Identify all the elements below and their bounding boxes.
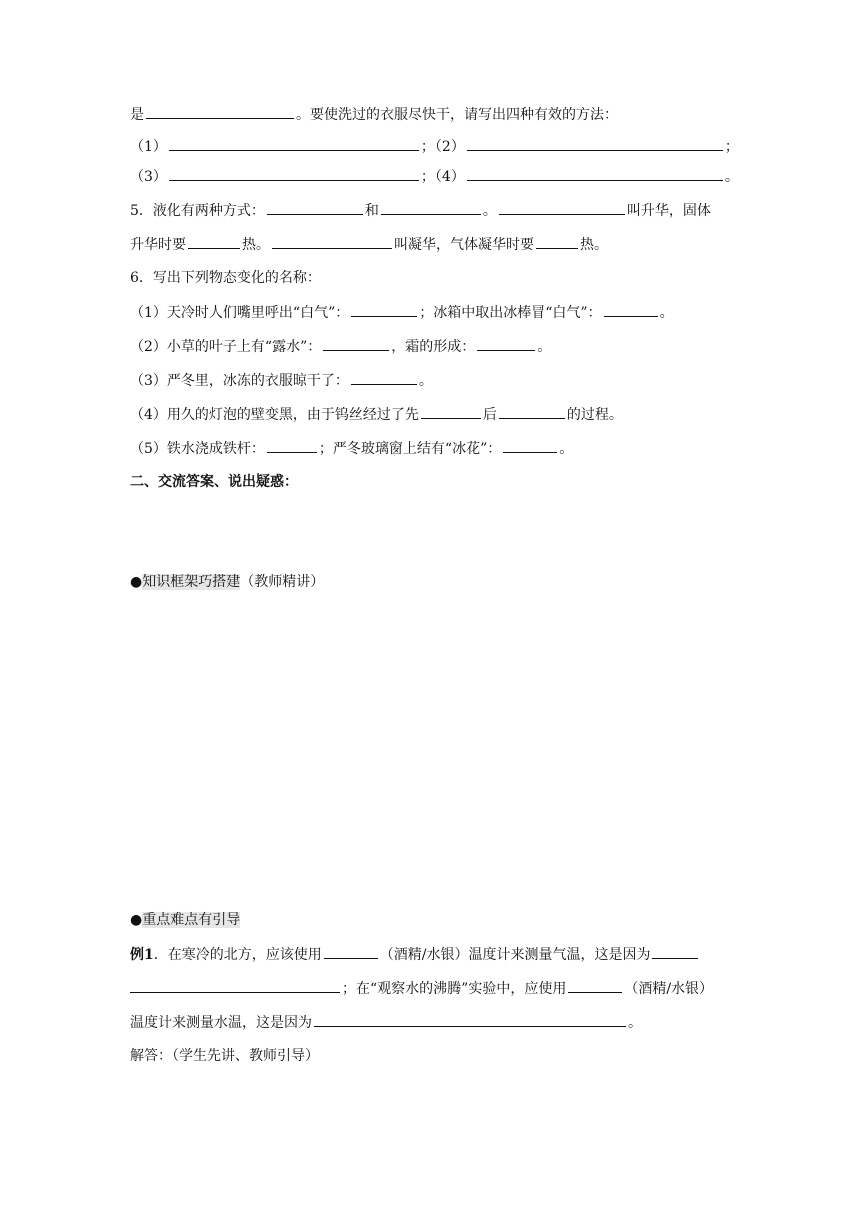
answer-blank[interactable] — [267, 438, 317, 453]
framework-heading — [130, 572, 730, 592]
text: ；（4） — [420, 169, 465, 185]
answer-blank[interactable] — [146, 104, 294, 119]
text: ；（2） — [420, 139, 465, 155]
answer-blank[interactable] — [499, 200, 625, 215]
text: 后 — [482, 407, 497, 423]
answer-blank[interactable] — [351, 302, 417, 317]
text: 的过程。 — [566, 407, 623, 423]
answer-blank[interactable] — [272, 234, 392, 249]
answer-blank[interactable] — [381, 200, 481, 215]
text: 和 — [364, 203, 379, 219]
framework-note: （教师精讲） — [240, 574, 325, 590]
answer-blank[interactable] — [568, 978, 622, 993]
answer-blank[interactable] — [351, 370, 417, 385]
text: （3） — [130, 169, 167, 185]
text: 。 — [537, 339, 552, 355]
answer-blank[interactable] — [421, 404, 481, 419]
text: 。 — [482, 203, 497, 219]
answer-blank[interactable] — [467, 166, 723, 181]
text: ；冰箱中取出冰棒冒“白气”： — [419, 305, 602, 321]
text: 叫升华，固体 — [626, 203, 711, 219]
bullet-icon: ● — [130, 574, 143, 590]
text: 。 — [559, 441, 574, 457]
text: （4）用久的灯泡的壁变黑，由于钨丝经过了先 — [130, 407, 419, 423]
answer-blank[interactable] — [503, 438, 557, 453]
text: （3）严冬里，冰冻的衣服晾干了： — [130, 373, 349, 389]
text: 升华时要 — [130, 237, 186, 253]
answer-blank[interactable] — [323, 336, 389, 351]
example-label: 例1 — [130, 947, 154, 963]
keypoints-heading — [130, 910, 730, 930]
answer-blank[interactable] — [536, 234, 578, 249]
answer-blank[interactable] — [324, 944, 378, 959]
example-1-line-2 — [130, 978, 730, 999]
answer-blank[interactable] — [499, 404, 565, 419]
example-1-answer: 解答：（学生先讲、教师引导） — [130, 1048, 319, 1064]
answer-blank[interactable] — [652, 944, 698, 959]
q5-line-2 — [130, 234, 730, 255]
example-1-line-1 — [130, 944, 730, 965]
text: （5）铁水浇成铁杆： — [130, 441, 265, 457]
text: 。 — [724, 169, 739, 185]
example-1-line-3 — [130, 1012, 730, 1033]
text: 是 — [130, 107, 144, 123]
text: ；严冬玻璃窗上结有“冰花”： — [318, 441, 502, 457]
q6-title: 6．写出下列物态变化的名称： — [130, 270, 321, 286]
text: （2）小草的叶子上有“露水”： — [130, 339, 322, 355]
text: ； — [724, 139, 739, 155]
q6-item-1 — [130, 302, 730, 323]
q5-line-1 — [130, 200, 730, 221]
q4-line-3 — [130, 166, 739, 187]
text: 5．液化有两种方式： — [130, 203, 265, 219]
section-2-heading: 二、交流答案、说出疑惑： — [130, 474, 298, 490]
answer-blank[interactable] — [314, 1012, 626, 1027]
text: （1） — [130, 139, 167, 155]
framework-title: 知识框架巧搭建 — [142, 574, 241, 590]
q6-item-2 — [130, 336, 730, 357]
q6-item-3 — [130, 370, 730, 391]
text: 。 — [659, 305, 674, 321]
answer-blank[interactable] — [477, 336, 535, 351]
keypoints-title: 重点难点有引导 — [142, 912, 241, 928]
text: （酒精/水银） — [624, 981, 714, 997]
text: 。要使洗过的衣服尽快干，请写出四种有效的方法： — [296, 107, 618, 123]
answer-blank[interactable] — [604, 302, 658, 317]
text: ，霜的形成： — [391, 339, 476, 355]
q6-item-5 — [130, 438, 730, 459]
text: ；在“观察水的沸腾”实验中，应使用 — [342, 981, 567, 997]
text: 热。 — [580, 237, 608, 253]
text: ．在寒冷的北方，应该使用 — [153, 947, 322, 963]
answer-blank[interactable] — [169, 166, 419, 181]
text: （酒精/水银）温度计来测量气温，这是因为 — [379, 947, 651, 963]
text: 。 — [418, 373, 433, 389]
answer-blank[interactable] — [188, 234, 240, 249]
bullet-icon: ● — [130, 912, 143, 928]
text: 温度计来测量水温，这是因为 — [130, 1015, 312, 1031]
q4-line-1 — [130, 104, 730, 125]
answer-blank[interactable] — [169, 136, 419, 151]
q6-item-4 — [130, 404, 730, 425]
text: 热。 — [242, 237, 270, 253]
text: （1）天冷时人们嘴里呼出“白气”： — [130, 305, 350, 321]
q4-line-2 — [130, 136, 739, 157]
text: 。 — [628, 1015, 642, 1031]
answer-blank[interactable] — [267, 200, 363, 215]
answer-blank[interactable] — [130, 978, 340, 993]
text: 叫凝华，气体凝华时要 — [394, 237, 534, 253]
answer-blank[interactable] — [467, 136, 723, 151]
